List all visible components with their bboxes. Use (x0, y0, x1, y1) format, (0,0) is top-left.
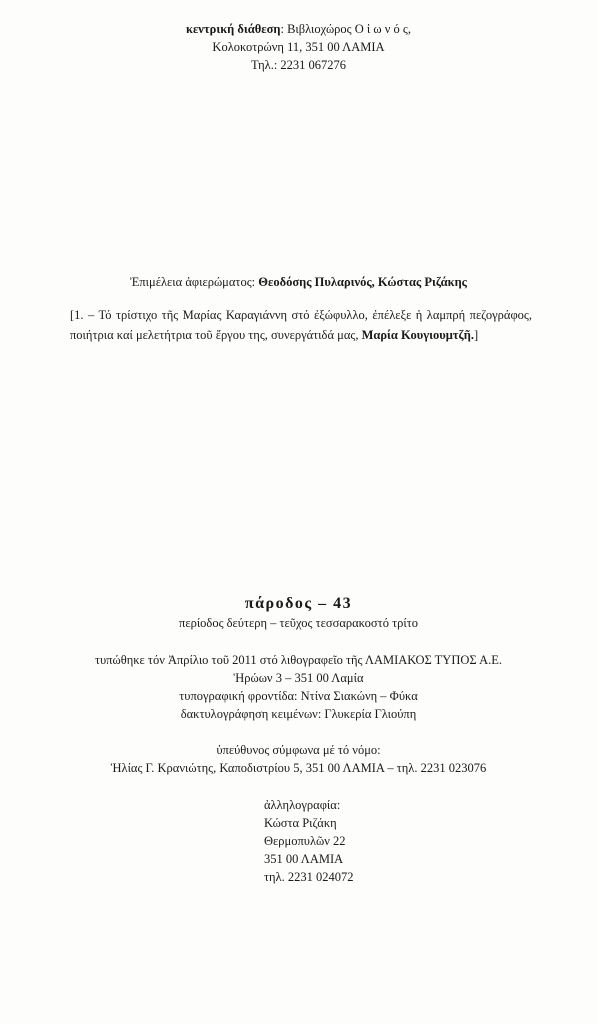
correspondence-line: 351 00 ΛΑΜΙΑ (264, 852, 344, 866)
printing-line: τυπώθηκε τόν Ἀπρίλιο τοῦ 2011 στό λιθογραφεῖο τῆς ΛΑΜΙΑΚΟΣ ΤΥΠΟΣ Α.Ε. (94, 653, 503, 667)
correspondence-line: τηλ. 2231 024072 (264, 870, 354, 884)
cover-note-close: ] (473, 328, 479, 342)
distribution-label: κεντρική διάθεση (186, 22, 281, 36)
cover-note-text: [1. – Τό τρίστιχο τῆς Μαρίας Καραγιάννη στό ἐξώφυλλο, ἐπέλεξε ἡ λαμπρή πεζογράφος, ποιήτρια καί μελετήτρια τοῦ ἔργου της, συνεργάτιδά μας, (70, 308, 532, 342)
distribution-block (0, 20, 597, 74)
cover-note-name: Μαρία Κουγιουμτζῆ. (361, 328, 474, 342)
issue-title: πάροδος – 43 (244, 595, 353, 612)
responsible-label: ὑπεύθυνος σύμφωνα μέ τό νόμο: (216, 743, 381, 757)
correspondence-info (264, 796, 354, 886)
responsible-info (0, 741, 597, 777)
issue-subtitle: περίοδος δεύτερη – τεῦχος τεσσαρακοστό τρίτο (179, 616, 418, 630)
correspondence-line: Κώστα Ριζάκη (264, 816, 337, 830)
editors-label: Ἐπιμέλεια ἀφιερώματος: (130, 275, 256, 289)
distribution-line: κεντρική διάθεση: Βιβλιοχώρος Ο ἰ ω ν ό ς, (186, 22, 411, 36)
cover-note (70, 305, 532, 345)
distribution-address: Κολοκοτρώνη 11, 351 00 ΛΑΜΙΑ (212, 40, 385, 54)
typesetting-line: τυπογραφική φροντίδα: Ντίνα Σιακώνη – Φύκα (179, 689, 418, 703)
editors-names: Θεοδόσης Πυλαρινός, Κώστας Ριζάκης (258, 275, 467, 289)
printing-info (0, 651, 597, 723)
distribution-name: Βιβλιοχώρος Ο ἰ ω ν ό ς, (287, 22, 411, 36)
typing-line: δακτυλογράφηση κειμένων: Γλυκερία Γλιούπη (180, 707, 417, 721)
correspondence-label: ἀλληλογραφία: (264, 798, 341, 812)
editors-line (0, 273, 597, 291)
correspondence-line: Θερμοπυλῶν 22 (264, 834, 346, 848)
responsible-line: Ἠλίας Γ. Κρανιώτης, Καποδιστρίου 5, 351 00 ΛΑΜΙΑ – τηλ. 2231 023076 (110, 761, 487, 775)
distribution-phone: Τηλ.: 2231 067276 (250, 58, 347, 72)
printing-address: Ἡρώων 3 – 351 00 Λαμία (233, 671, 364, 685)
